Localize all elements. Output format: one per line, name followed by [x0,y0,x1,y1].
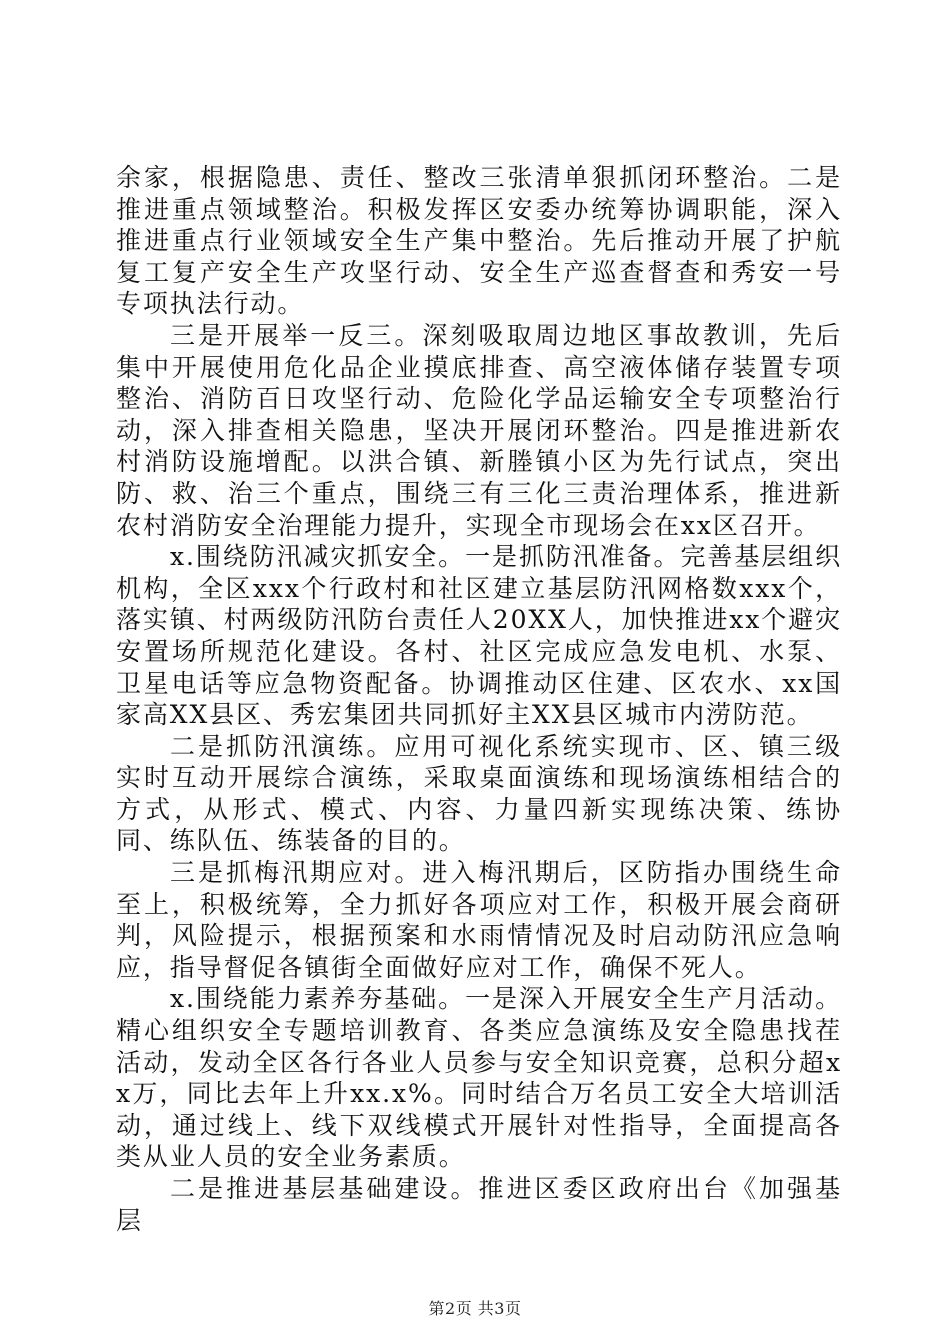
paragraph-4: 二是抓防汛演练。应用可视化系统实现市、区、镇三级实时互动开展综合演练，采取桌面演练和现场演练相结合的方式，从形式、模式、内容、力量四新实现练决策、练协同、练队伍、练装备的目的。 [116,731,842,856]
paragraph-2: 三是开展举一反三。深刻吸取周边地区事故教训，先后集中开展使用危化品企业摸底排查、高空液体储存装置专项整治、消防百日攻坚行动、危险化学品运输安全专项整治行动，深入排查相关隐患，坚决开展闭环整治。四是推进新农村消防设施增配。以洪合镇、新塍镇小区为先行试点，突出防、救、治三个重点，围绕三有三化三责治理体系，推进新农村消防安全治理能力提升，实现全市现场会在xx区召开。 [116,320,842,540]
page-footer: 第2页 共3页 [428,1299,522,1318]
paragraph-7: 二是推进基层基础建设。推进区委区政府出台《加强基层 [116,1174,842,1235]
document-body [116,162,842,1236]
paragraph-3: x.围绕防汛减灾抓安全。一是抓防汛准备。完善基层组织机构，全区xxx个行政村和社区建立基层防汛网格数xxx个，落实镇、村两级防汛防台责任人20XX人，加快推进xx个避灾安置场所规范化建设。各村、社区完成应急发电机、水泵、卫星电话等应急物资配备。协调推动区住建、区农水、xx国家高XX县区、秀宏集团共同抓好主XX县区城市内涝防范。 [116,542,842,730]
paragraph-1: 余家，根据隐患、责任、整改三张清单狠抓闭环整治。二是推进重点领域整治。积极发挥区安委办统筹协调职能，深入推进重点行业领域安全生产集中整治。先后推动开展了护航复工复产安全生产攻坚行动、安全生产巡查督查和秀安一号专项执法行动。 [116,163,842,319]
paragraph-5: 三是抓梅汛期应对。进入梅汛期后，区防指办围绕生命至上，积极统筹，全力抓好各项应对工作，积极开展会商研判，风险提示，根据预案和水雨情情况及时启动防汛应急响应，指导督促各镇街全面做好应对工作，确保不死人。 [116,858,842,982]
paragraph-6: x.围绕能力素养夯基础。一是深入开展安全生产月活动。精心组织安全专题培训教育、各类应急演练及安全隐患找茬活动，发动全区各行各业人员参与安全知识竞赛，总积分超xx万，同比去年上升xx.x%。同时结合万名员工安全大培训活动，通过线上、线下双线模式开展针对性指导，全面提高各类从业人员的安全业务素质。 [116,984,842,1172]
